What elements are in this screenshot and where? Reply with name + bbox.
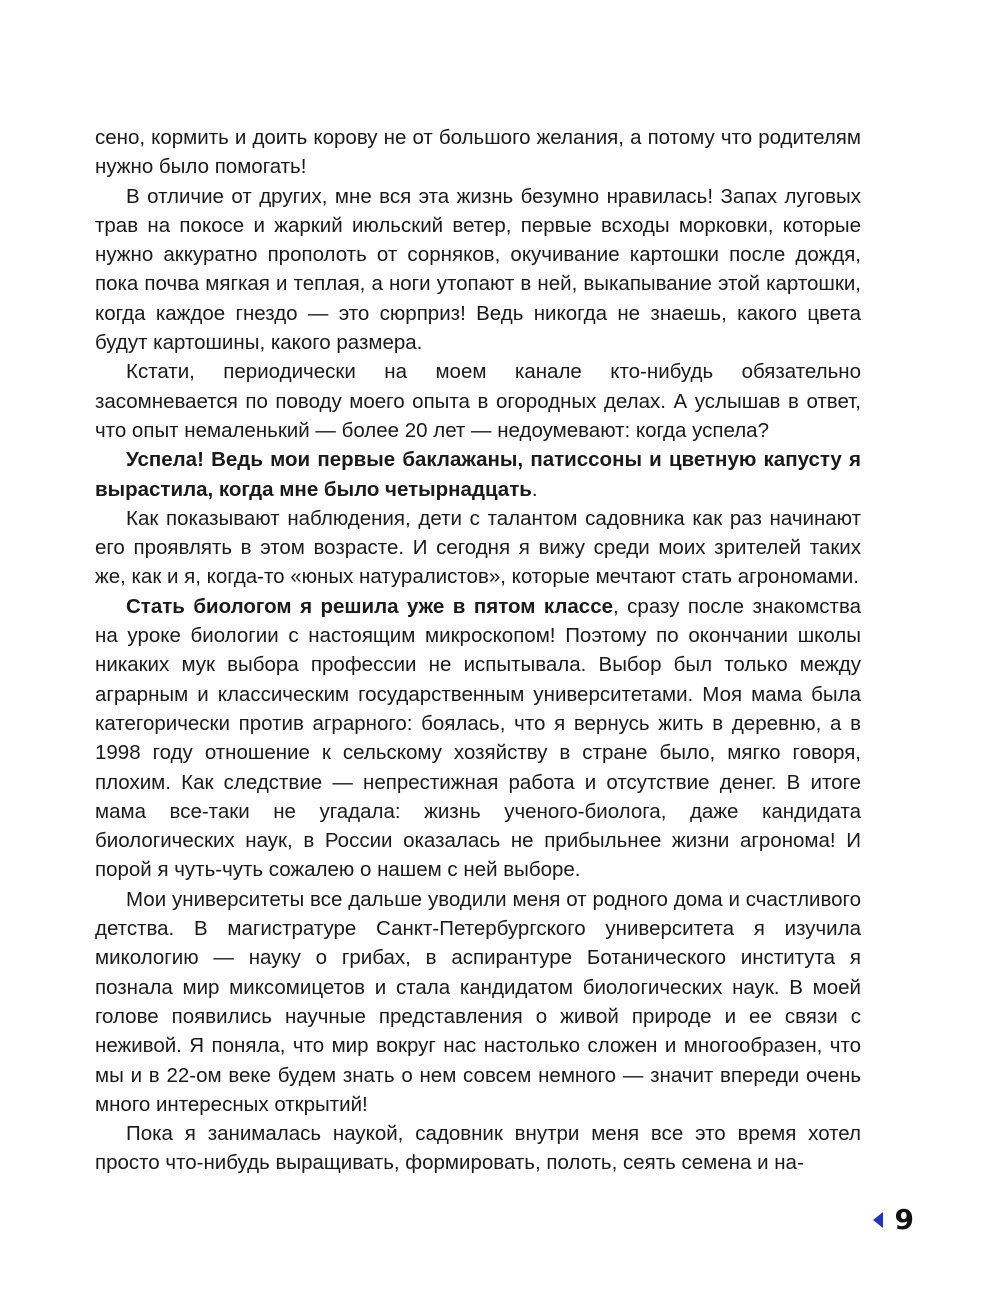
paragraph [95, 592, 861, 885]
paragraph [95, 1119, 861, 1178]
page-footer [873, 1202, 914, 1238]
paragraph [95, 357, 861, 445]
paragraph [95, 504, 861, 592]
text-run: В отличие от других, мне вся эта жизнь безумно нравилась! Запах луговых трав на покосе и жаркий июльский ветер, первые всходы морковки, которые нужно аккуратно прополоть от сорняков, окучивание картошки после дождя, пока почва мягкая и теплая, а ноги утопают в ней, выкапывание этой картошки, когда каждое гнездо — это сюрприз! Ведь никогда не знаешь, какого цвета будут картошины, какого размера. [95, 184, 861, 355]
paragraph [95, 123, 861, 182]
text-run: сено, кормить и доить корову не от большого желания, а потому что родителям нужно было помогать! [95, 126, 861, 179]
bold-text: Стать биологом я решила уже в пятом классе [126, 594, 614, 618]
text-run: . [531, 477, 538, 501]
text-run: Как показывают наблюдения, дети с талантом садовника как раз начинают его проявлять в этом возрасте. И сегодня я вижу среди моих зрителей таких же, как и я, когда-то «юных натуралистов», которые мечтают стать агрономами. [95, 506, 861, 589]
text-run: , сразу после знакомства на уроке биологии с настоящим микроскопом! Поэтому по окончании школы никаких мук выбора профессии не испытывала. Выбор был только между аграрным и классическим государственным университетами. Моя мама была категорически против аграрного: боялась, что я вернусь жить в деревню, а в 1998 году отношение к сельскому хозяйству в стране было, мягко говоря, плохим. Как следствие — непрестижная работа и отсутствие денег. В итоге мама все-таки не угадала: жизнь ученого-биолога, даже кандидата биологических наук, в России оказалась не прибыльнее жизни агронома! И порой я чуть-чуть сожалею о нашем с ней выборе. [95, 594, 861, 882]
page-number: 9 [894, 1203, 914, 1236]
paragraph [95, 445, 861, 504]
paragraph [95, 885, 861, 1119]
bold-text: Успела! Ведь мои первые баклажаны, патиссоны и цветную капусту я вырастила, когда мне было четырнадцать [95, 448, 861, 501]
triangle-left-icon [873, 1212, 883, 1228]
body-text [95, 123, 861, 1178]
text-run: Пока я занималась наукой, садовник внутри меня все это время хотел просто что-нибудь выращивать, формировать, полоть, сеять семена и на- [95, 1122, 861, 1175]
paragraph [95, 182, 861, 358]
text-run: Мои университеты все дальше уводили меня от родного дома и счастливого детства. В магистратуре Санкт-Петербургского университета я изучила микологию — науку о грибах, в аспирантуре Ботанического института я познала мир миксомицетов и стала кандидатом биологических наук. В моей голове появились научные представления о живой природе и ее связи с неживой. Я поняла, что мир вокруг нас настолько сложен и многообразен, что мы и в 22-ом веке будем знать о нем совсем немного — значит впереди очень много интересных открытий! [95, 887, 861, 1116]
text-run: Кстати, периодически на моем канале кто-нибудь обязательно засомневается по поводу моего опыта в огородных делах. А услышав в ответ, что опыт немаленький — более 20 лет — недоумевают: когда успела? [95, 360, 861, 442]
